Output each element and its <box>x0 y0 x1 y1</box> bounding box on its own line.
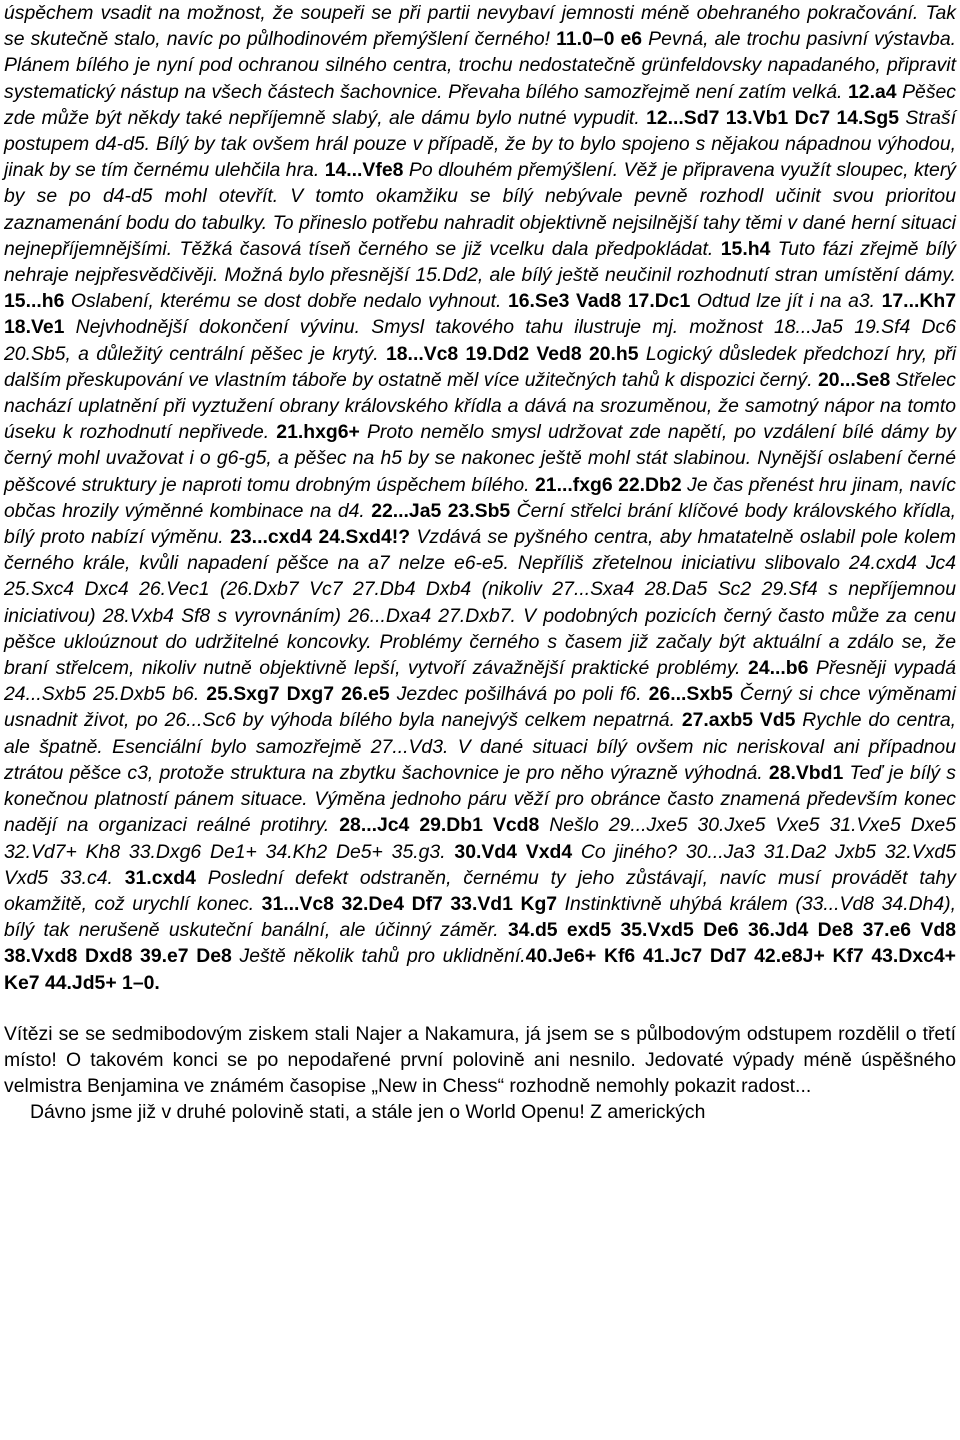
annotation-text: Instinktivně uhýbá králem (33...Vd8 34.Dh4), bílý tak nerušeně uskuteční banální, ale účinný záměr. <box>4 892 957 942</box>
move-notation: 11.0–0 e6 <box>556 28 643 51</box>
move-notation: 31...Vc8 32.De4 Df7 33.Vd1 Kg7 <box>261 892 558 915</box>
move-notation: 25.Sxg7 Dxg7 26.e5 <box>206 683 390 706</box>
annotation-text: Proto nemělo smysl udržovat zde napětí, po vzdálení bílé dámy by černý mohl uvažovat i o g6-g5, a pěšec na h5 by se nakonec ještě mohl stát slabinou. Nynější oslabení černé pěšcové struktury je naproti tomu drobným úspěchem bílého. <box>4 421 956 496</box>
move-notation: 21.hxg6+ <box>276 421 360 444</box>
annotation-text: Odtud lze jít i na a3. <box>690 290 882 313</box>
article-page <box>4 0 956 1126</box>
move-notation: 28.Vbd1 <box>768 761 844 784</box>
annotation-text: Je čas přenést hru jinam, navíc občas hrozily výměnné kombinace na d4. <box>4 473 956 522</box>
annotation-text: úspěchem vsadit na možnost, že soupeři se při partii nevybaví jemnosti méně obehraného pokračování. Tak se skutečně stalo, navíc po půlhodinovém přemýšlení černého! <box>4 2 956 51</box>
annotation-text: Přesněji vypadá 24...Sxb5 25.Dxb5 b6. <box>4 657 956 706</box>
annotation-text: Nešlo 29...Jxe5 30.Jxe5 Vxe5 31.Vxe5 Dxe5 32.Vd7+ Kh8 33.Dxg6 De1+ 34.Kh2 De5+ 35.g3. <box>4 814 956 863</box>
move-notation: 21...fxg6 22.Db2 <box>535 473 682 496</box>
move-notation: 31.cxd4 <box>124 866 196 889</box>
move-notation: 27.axb5 Vd5 <box>681 709 796 732</box>
move-notation: 28...Jc4 29.Db1 Vcd8 <box>339 814 540 837</box>
move-notation: 17...Kh7 18.Ve1 <box>4 290 956 339</box>
annotation-text: Logický důsledek předchozí hry, při dalším přeskupování ve vlastním táboře by ostatně měl více užitečných tahů k dispozici černý. <box>4 342 956 391</box>
move-notation: 23...cxd4 24.Sxd4!? <box>230 526 411 549</box>
move-notation: 16.Se3 Vad8 17.Dc1 <box>507 290 691 313</box>
move-notation: 20...Se8 <box>818 368 891 391</box>
move-notation: 15...h6 <box>4 290 65 313</box>
annotation-text: Co jiného? 30...Ja3 31.Da2 Jxb5 32.Vxd5 Vxd5 33.c4. <box>4 840 956 889</box>
annotation-text: Jezdec pošilhává po poli f6. <box>389 683 649 706</box>
paragraph-gap <box>4 996 956 1021</box>
annotation-text: Ještě několik tahů pro uklidnění. <box>231 945 526 968</box>
annotation-text: Pěšec zde může být někdy také nepříjemně slabý, ale dámu bylo nutné vypudit. <box>4 80 956 129</box>
move-notation: 26...Sxb5 <box>648 683 733 706</box>
annotation-text: Tuto fázi zřejmě bílý nehraje nejpřesvědčivěji. Možná bylo přesnější 15.Dd2, ale bílý ještě neučinil rozhodnutí stran umístění dámy. <box>4 237 956 287</box>
annotation-text: Černí střelci brání klíčové body královského křídla, bílý proto nabízí výměnu. <box>4 499 956 549</box>
move-notation: 18...Vc8 19.Dd2 Ved8 20.h5 <box>385 342 639 365</box>
move-notation: 34.d5 exd5 35.Vxd5 De6 36.Jd4 De8 37.e6 Vd8 38.Vxd8 Dxd8 39.e7 De8 <box>4 919 956 968</box>
annotation-text: Vzdává se pyšného centra, aby hmatatelně oslabil pole kolem černého krále, kvůli napadení pěšce na a7 nelze e6-e5. Nepříliš zřetelnou iniciativu slibovalo 24.cxd4 Jc4 25.Sxc4 Dxc4 26.Vec1 (26.Dxb7 Vc7 27.Db4 Dxb4 (nikoliv 27...Sxa4 28.Da5 Sc2 29.Sf4 s nepříjemnou iniciativou) 28.Vxb4 Sf8 s vyrovnáním) 26...Dxa4 27.Dxb7. V podobných pozicích černý často může za cenu pěšce ukloúznout do udržitelné koncovky. Problémy černého s časem již začaly být aktuální a zdálo se, že braní střelcem, nikoliv nutně objektivně lepší, vytvoří závažnější praktické problémy. <box>4 526 957 680</box>
move-notation: 30.Vd4 Vxd4 <box>454 840 573 863</box>
closing-paragraph: Vítězi se se sedmibodovým ziskem stali Najer a Nakamura, já jsem se s půlbodovým odstupem rozdělil o třetí místo! O takovém konci se po nepodařené první polovině ani nesnilo. Jedovaté výpady méně úspěšného velmistra Benjamina ve známém časopise „New in Chess“ rozhodně nemohly pokazit radost... <box>4 1022 956 1098</box>
move-notation: 40.Je6+ Kf6 41.Jc7 Dd7 42.e8J+ Kf7 43.Dxc4+ Ke7 44.Jd5+ 1–0. <box>4 945 956 994</box>
annotation-text: Oslabení, kterému se dost dobře nedalo vyhnout. <box>64 290 508 313</box>
game-commentary <box>4 0 956 996</box>
next-paragraph: Dávno jsme již v druhé polovině stati, a stále jen o World Openu! Z amerických <box>30 1101 706 1124</box>
annotation-text: Straší postupem d4-d5. Bílý by tak ovšem hrál pouze v případě, že by to bylo spojeno s nějakou nápadnou výhodou, jinak by se tím černému ulehčila hra. <box>4 106 956 182</box>
annotation-text: Černý si chce výměnami usnadnit život, po 26...Sc6 by výhoda bílého byla nanejvýš celkem nepatrná. <box>4 683 956 732</box>
move-notation: 12.a4 <box>848 80 897 103</box>
annotation-text: Teď je bílý s konečnou platností pánem situace. Výměna jednoho páru věží pro obránce často znamená především konec nadějí na organizaci reálné protihry. <box>4 761 956 837</box>
move-notation: 15.h4 <box>720 237 771 260</box>
move-notation: 24...b6 <box>748 657 809 680</box>
annotation-text: Poslední defekt odstraněn, černému ty jeho zůstávají, navíc musí provádět tahy okamžitě, což urychlí konec. <box>4 866 956 915</box>
annotation-text: Po dlouhém přemýšlení. Věž je připravena využít sloupec, který by se po d4-d5 mohl otevřít. V tomto okamžiku se bílý nebývale pevně rozhodl učinit svou prioritou zaznamenání bodu do tabulky. To přineslo potřebu nahradit objektivně nejsilnější tahy těmi v dané herní situaci nejnepříjemnějšími. Těžká časová tíseň černého se již vcelku dala předpokládat. <box>4 159 956 260</box>
move-notation: 12...Sd7 13.Vb1 Dc7 14.Sg5 <box>646 106 899 129</box>
annotation-text: Pevná, ale trochu pasivní výstavba. Plánem bílého je nyní pod ochranou silného centra, trochu nedostatečně grünfeldovsky napadaného, připravit systematický nástup na všech částech šachovnice. Převaha bílého samozřejmě není zatím velká. <box>4 28 956 103</box>
annotation-text: Nejvhodnější dokončení vývinu. Smysl takového tahu ilustruje mj. možnost 18...Ja5 19.Sf4 Dc6 20.Sb5, a důležitý centrální pěšec je krytý. <box>4 316 956 365</box>
move-notation: 14...Vfe8 <box>324 159 404 182</box>
annotation-text: Rychle do centra, ale špatně. Esenciální bylo samozřejmě 27...Vd3. V dané situaci bílý ovšem nic neriskoval ani případnou ztrátou pěšce c3, protože struktura na zbytku šachovnice je pro něho výrazně výhodná. <box>4 709 957 784</box>
annotation-text: Střelec nachází uplatnění při vyztužení obrany královského křídla a dává na srozuměnou, že samotný nápor na tomto úseku k rozhodnutí nepřivede. <box>4 368 956 444</box>
move-notation: 22...Ja5 23.Sb5 <box>371 499 511 522</box>
